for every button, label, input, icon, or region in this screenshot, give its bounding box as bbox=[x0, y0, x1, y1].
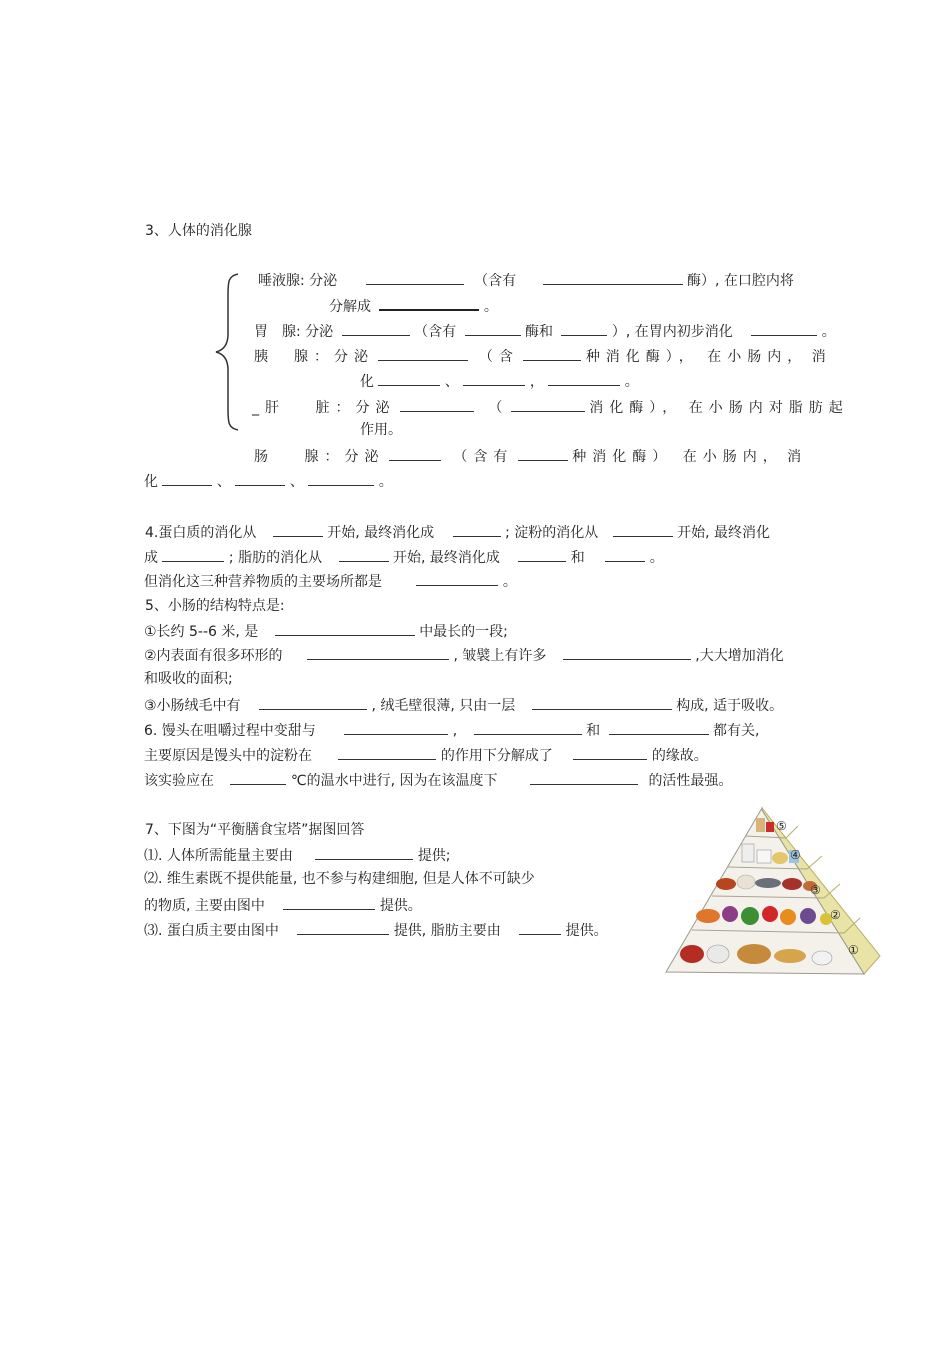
q5-organ-blank[interactable] bbox=[275, 620, 415, 636]
meat-icon bbox=[716, 878, 736, 890]
pancreas-secretion-blank[interactable] bbox=[378, 345, 468, 361]
q5-text-3a: ③小肠绒毛中有 bbox=[144, 698, 241, 714]
q5-folds-blank[interactable] bbox=[307, 644, 449, 660]
q7-fat-blank[interactable] bbox=[519, 919, 561, 935]
q5-title: 5、小肠的结构特点是: bbox=[145, 598, 285, 614]
q4-text-1a: 4.蛋白质的消化从 bbox=[145, 525, 257, 541]
pancreas-text-g: 、 bbox=[444, 374, 459, 390]
intestine-text-f: 化 bbox=[144, 474, 158, 490]
sausage-icon bbox=[782, 878, 802, 890]
saliva-text-e: 。 bbox=[483, 299, 498, 315]
egg-icon bbox=[737, 875, 755, 889]
q5-cells-blank[interactable] bbox=[532, 694, 672, 710]
level-label-4: ④ bbox=[790, 848, 801, 862]
q5-text-2a: ②内表面有很多环形的 bbox=[144, 648, 283, 664]
intestine-digest-blank-3[interactable] bbox=[308, 470, 374, 486]
intestine-text-e: 消 bbox=[787, 449, 802, 465]
pancreas-digest-blank-1[interactable] bbox=[378, 370, 440, 386]
q5-text-1b: 中最长的一段; bbox=[419, 624, 508, 640]
q4-line-1 bbox=[145, 521, 770, 541]
q6-product-blank[interactable] bbox=[573, 744, 647, 760]
stomach-text-c: 酶和 bbox=[524, 324, 553, 340]
q4-text-1b: 开始, 最终消化成 bbox=[327, 525, 435, 541]
milk-glass-icon bbox=[757, 850, 771, 863]
liver-text-c: 消化酶）， bbox=[589, 400, 683, 416]
stomach-text-e: 。 bbox=[821, 324, 836, 340]
pancreas-text-d: 在小肠内， bbox=[707, 349, 808, 365]
q6-temperature-blank[interactable] bbox=[230, 769, 286, 785]
pancreas-text-f: 化 bbox=[360, 374, 374, 390]
carrot-icon bbox=[696, 909, 720, 923]
tomato-icon bbox=[762, 906, 778, 922]
grain-bag-icon bbox=[680, 945, 704, 963]
q5-text-3b: , 绒毛壁很薄, 只由一层 bbox=[371, 698, 516, 714]
q5-text-2c: ,大大增加消化 bbox=[695, 648, 784, 664]
q6-line-3 bbox=[144, 769, 732, 789]
q7-protein-blank[interactable] bbox=[297, 919, 389, 935]
q7-text-3b: 提供, 脂肪主要由 bbox=[393, 923, 501, 939]
q7-text-2b: 的物质, 主要由图中 bbox=[144, 898, 265, 914]
corn-icon bbox=[774, 949, 806, 963]
curly-brace bbox=[212, 272, 242, 432]
q6-factor-blank-3[interactable] bbox=[609, 719, 709, 735]
q4-site-blank[interactable] bbox=[416, 570, 498, 586]
q5-point-2 bbox=[144, 644, 784, 664]
pancreas-line-2 bbox=[360, 370, 639, 390]
q4-starch-end-blank[interactable] bbox=[162, 546, 224, 562]
q4-fat-end-blank-2[interactable] bbox=[605, 546, 645, 562]
q7-vitamin-blank[interactable] bbox=[283, 894, 375, 910]
cheese-icon bbox=[772, 852, 788, 864]
q6-line-2 bbox=[144, 744, 708, 764]
saliva-text-c: 酶）, 在口腔内将 bbox=[686, 273, 794, 289]
intestine-text-b: （含有 bbox=[453, 449, 514, 465]
bread-icon bbox=[737, 944, 771, 964]
stomach-label: 胃 腺: 分泌 bbox=[254, 324, 334, 340]
saliva-product-blank[interactable] bbox=[379, 294, 479, 311]
q4-text-3a: 但消化这三种营养物质的主要场所都是 bbox=[144, 574, 382, 590]
pancreas-text-e: 消 bbox=[811, 349, 826, 365]
q5-villi-blank[interactable] bbox=[563, 644, 691, 660]
q4-protein-start-blank[interactable] bbox=[273, 521, 323, 537]
intestine-label: 肠 腺：分泌 bbox=[254, 449, 385, 465]
saliva-text-b: （含有 bbox=[474, 273, 517, 289]
level-label-3: ③ bbox=[810, 883, 821, 897]
q7-text-2c: 提供。 bbox=[379, 898, 422, 914]
pancreas-text-h: ， bbox=[529, 374, 544, 390]
intestine-digest-blank-1[interactable] bbox=[162, 470, 212, 486]
intestine-text-d: 在小肠内， bbox=[682, 449, 783, 465]
q6-enzyme-blank[interactable] bbox=[338, 744, 436, 760]
diet-pyramid-illustration bbox=[662, 806, 884, 976]
q4-text-2b: ; 脂肪的消化从 bbox=[228, 550, 323, 566]
q7-text-1b: 提供; bbox=[417, 848, 451, 864]
q6-text-3c: 的活性最强。 bbox=[648, 773, 733, 789]
stomach-text-b: （含有 bbox=[414, 324, 457, 340]
pancreas-line-1 bbox=[254, 345, 826, 365]
pancreas-digest-blank-3[interactable] bbox=[548, 370, 620, 386]
q6-text-2a: 主要原因是馒头中的淀粉在 bbox=[144, 748, 312, 764]
level-label-1: ① bbox=[848, 943, 859, 957]
q6-activity-blank[interactable] bbox=[530, 769, 638, 785]
saliva-label: 唾液腺: 分泌 bbox=[258, 273, 338, 289]
q6-text-3a: 该实验应在 bbox=[144, 773, 214, 789]
intestine-text-i: 。 bbox=[378, 474, 393, 490]
q4-starch-start-blank[interactable] bbox=[613, 521, 673, 537]
q6-text-1d: 都有关, bbox=[712, 723, 760, 739]
orange-icon bbox=[780, 909, 796, 925]
q7-text-3c: 提供。 bbox=[565, 923, 608, 939]
q4-line-3 bbox=[144, 570, 517, 590]
q5-point-3 bbox=[144, 694, 783, 714]
intestine-line-1 bbox=[254, 445, 801, 465]
q4-fat-end-blank-1[interactable] bbox=[518, 546, 566, 562]
saliva-enzyme-blank[interactable] bbox=[543, 269, 683, 285]
intestine-text-h: 、 bbox=[289, 474, 304, 490]
stomach-enzyme-blank[interactable] bbox=[465, 320, 521, 336]
liver-line-1 bbox=[252, 396, 849, 416]
fish-icon bbox=[755, 878, 781, 888]
q5-point-2-cont: 和吸收的面积; bbox=[144, 671, 233, 687]
liver-secretion-blank[interactable] bbox=[400, 396, 474, 412]
saliva-secretion-blank[interactable] bbox=[366, 269, 464, 285]
liver-text-b: （ bbox=[488, 400, 503, 416]
q3-title: 3、人体的消化腺 bbox=[145, 223, 252, 239]
q7-text-3a: ⑶. 蛋白质主要由图中 bbox=[144, 923, 279, 939]
level-label-5: ⑤ bbox=[776, 819, 787, 833]
stomach-text-d: ）, 在胃内初步消化 bbox=[611, 324, 733, 340]
q5-vessels-blank[interactable] bbox=[259, 694, 367, 710]
stomach-secretion-blank[interactable] bbox=[342, 320, 410, 336]
q5-text-3c: 构成, 适于吸收。 bbox=[676, 698, 784, 714]
stomach-digest-blank[interactable] bbox=[751, 320, 817, 336]
pepper-icon bbox=[741, 907, 759, 925]
level-label-2: ② bbox=[830, 908, 841, 922]
q7-sub-2: ⑵. 维生素既不提供能量, 也不参与构建细胞, 但是人体不可缺少 bbox=[144, 871, 535, 887]
q5-text-1a: ①长约 5--6 米, 是 bbox=[144, 624, 259, 640]
q4-line-2 bbox=[144, 546, 664, 566]
q4-text-2c: 开始, 最终消化成 bbox=[392, 550, 500, 566]
q6-factor-blank-1[interactable] bbox=[344, 719, 448, 735]
pancreas-label: 胰 腺：分泌 bbox=[254, 349, 374, 365]
intestine-text-c: 种消化酶） bbox=[572, 449, 673, 465]
rice-icon bbox=[707, 945, 729, 963]
q6-text-3b: ℃的温水中进行, 因为在该温度下 bbox=[290, 773, 498, 789]
milk-carton-icon bbox=[742, 844, 754, 862]
q4-text-1d: 开始, 最终消化 bbox=[677, 525, 771, 541]
stomach-acid-blank[interactable] bbox=[561, 320, 607, 336]
q6-text-2c: 的缘故。 bbox=[651, 748, 708, 764]
q4-text-2d: 和 bbox=[570, 550, 585, 566]
pancreas-text-c: 种消化酶）， bbox=[585, 349, 699, 365]
q6-text-2b: 的作用下分解成了 bbox=[440, 748, 553, 764]
intestine-count-blank[interactable] bbox=[518, 445, 568, 461]
intestine-digest-blank-2[interactable] bbox=[235, 470, 285, 486]
q4-fat-start-blank[interactable] bbox=[339, 546, 389, 562]
q5-point-1 bbox=[144, 620, 508, 640]
q4-text-2a: 成 bbox=[144, 550, 158, 566]
q6-text-1a: 6. 馒头在咀嚼过程中变甜与 bbox=[144, 723, 316, 739]
liver-line-2: 作用。 bbox=[360, 422, 402, 438]
q4-text-1c: ; 淀粉的消化从 bbox=[505, 525, 599, 541]
q6-factor-blank-2[interactable] bbox=[474, 719, 582, 735]
intestine-secretion-blank[interactable] bbox=[389, 445, 441, 461]
liver-text-d: 在小肠内对脂肪起 bbox=[688, 400, 849, 416]
pancreas-text-i: 。 bbox=[624, 374, 639, 390]
grapes-icon bbox=[800, 908, 816, 924]
q7-text-1a: ⑴. 人体所需能量主要由 bbox=[144, 848, 293, 864]
q4-text-3b: 。 bbox=[502, 574, 517, 590]
q6-text-1c: 和 bbox=[586, 723, 601, 739]
pancreas-text-b: （含 bbox=[478, 349, 519, 365]
pancreas-digest-blank-2[interactable] bbox=[463, 370, 525, 386]
intestine-line-2 bbox=[144, 470, 393, 490]
q4-text-2e: 。 bbox=[649, 550, 664, 566]
q7-sub-1 bbox=[144, 844, 451, 864]
q5-text-2b: , 皱襞上有许多 bbox=[453, 648, 547, 664]
stomach-line bbox=[254, 320, 836, 340]
q7-title: 7、下图为“平衡膳食宝塔”据图回答 bbox=[145, 822, 365, 838]
pancreas-count-blank[interactable] bbox=[523, 345, 581, 361]
liver-enzyme-blank[interactable] bbox=[511, 396, 585, 412]
onion-icon bbox=[722, 906, 738, 922]
liver-label: _肝 脏：分泌 bbox=[252, 400, 396, 416]
q4-protein-end-blank[interactable] bbox=[453, 521, 501, 537]
saliva-line-1 bbox=[258, 269, 794, 289]
saliva-text-d: 分解成 bbox=[329, 299, 371, 315]
q7-energy-blank[interactable] bbox=[315, 844, 413, 860]
q7-sub-2-cont bbox=[144, 894, 422, 914]
q7-sub-3 bbox=[144, 919, 608, 939]
sugar-icon bbox=[766, 822, 774, 832]
intestine-text-g: 、 bbox=[216, 474, 231, 490]
q6-text-1b: , bbox=[452, 723, 458, 739]
oil-bottle-icon bbox=[756, 818, 765, 832]
saliva-line-2 bbox=[329, 294, 498, 314]
rice-bowl-icon bbox=[812, 951, 832, 965]
q6-line-1 bbox=[144, 719, 759, 739]
